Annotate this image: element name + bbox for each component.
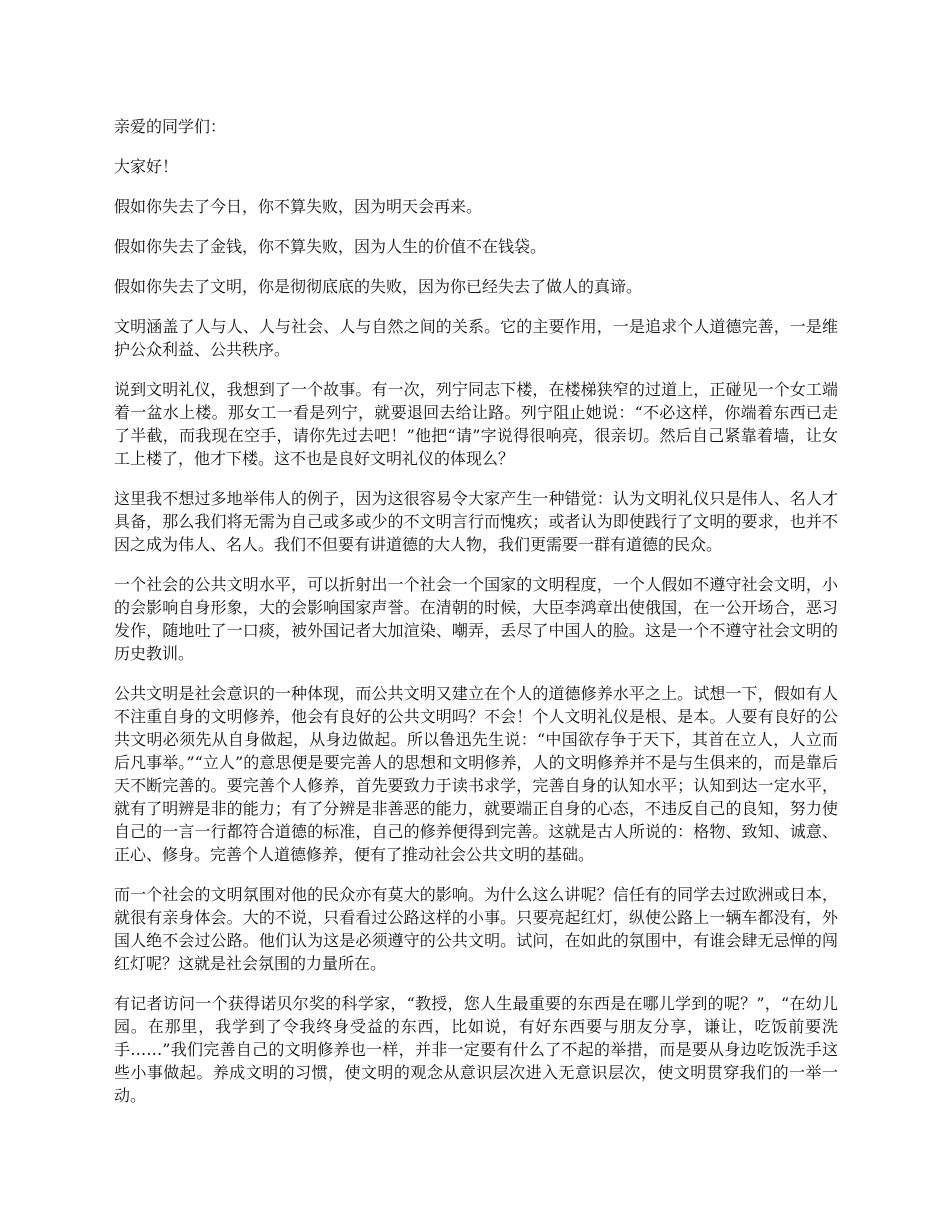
- paragraph: 公共文明是社会意识的一种体现，而公共文明又建立在个人的道德修养水平之上。试想一下，假如有人不注重自身的文明修养，他会有良好的公共文明吗？不会！个人文明礼仪是根、是本。人要有良好的公共文明必须先从自身做起，从身边做起。所以鲁迅先生说：“中国欲存争于天下，其首在立人，人立而后凡事举。”“立人”的意思便是要完善人的思想和文明修养，人的文明修养并不是与生俱来的，而是靠后天不断完善的。要完善个人修养，首先要致力于读书求学，完善自身的认知水平；认知到达一定水平，就有了明辨是非的能力；有了分辨是非善恶的能力，就要端正自身的心态，不违反自己的良知，努力使自己的一言一行都符合道德的标准，自己的修养便得到完善。这就是古人所说的：格物、致知、诚意、正心、修身。完善个人道德修养，便有了推动社会公共文明的基础。: [114, 684, 838, 864]
- paragraph: 说到文明礼仪，我想到了一个故事。有一次，列宁同志下楼，在楼梯狭窄的过道上，正碰见一个女工端着一盆水上楼。那女工一看是列宁，就要退回去给让路。列宁阻止她说：“不必这样，你端着东西已走了半截，而我现在空手，请你先过去吧！”他把“请”字说得很响亮，很亲切。然后自己紧靠着墙，让女工上楼了，他才下楼。这不也是良好文明礼仪的体现么？: [114, 380, 838, 468]
- paragraph: 假如你失去了文明，你是彻彻底底的失败，因为你已经失去了做人的真谛。: [114, 277, 643, 296]
- paragraph: 这里我不想过多地举伟人的例子，因为这很容易令大家产生一种错觉：认为文明礼仪只是伟人、名人才具备，那么我们将无需为自己或多或少的不文明言行而愧疚；或者认为即使践行了文明的要求，也并不因之成为伟人、名人。我们不但要有讲道德的大人物，我们更需要一群有道德的民众。: [114, 489, 838, 554]
- salutation: 亲爱的同学们：: [114, 117, 227, 136]
- paragraph: 而一个社会的文明氛围对他的民众亦有莫大的影响。为什么这么讲呢？信任有的同学去过欧洲或日本，就很有亲身体会。大的不说，只看看过公路这样的小事。只要亮起红灯，纵使公路上一辆车都没有，外国人绝不会过公路。他们认为这是必须遵守的公共文明。试问，在如此的氛围中，有谁会肆无忌惮的闯红灯呢？这就是社会氛围的力量所在。: [114, 885, 838, 973]
- paragraph: 有记者访问一个获得诺贝尔奖的科学家，“教授，您人生最重要的东西是在哪儿学到的呢？”，“在幼儿园。在那里，我学到了令我终身受益的东西，比如说，有好东西要与朋友分享，谦让，吃饭前要洗手……”我们完善自己的文明修养也一样，并非一定要有什么了不起的举措，而是要从身边吃饭洗手这些小事做起。养成文明的习惯，使文明的观念从意识层次进入无意识层次，使文明贯穿我们的一举一动。: [114, 994, 838, 1105]
- paragraph: 文明涵盖了人与人、人与社会、人与自然之间的关系。它的主要作用，一是追求个人道德完善，一是维护公众利益、公共秩序。: [114, 317, 838, 359]
- paragraph: 假如你失去了今日，你不算失败，因为明天会再来。: [114, 197, 483, 216]
- paragraph: 一个社会的公共文明水平，可以折射出一个社会一个国家的文明程度，一个人假如不遵守社会文明，小的会影响自身形象，大的会影响国家声誉。在清朝的时候，大臣李鸿章出使俄国，在一公开场合，恶习发作，随地吐了一口痰，被外国记者大加渲染、嘲弄，丢尽了中国人的脸。这是一个不遵守社会文明的历史教训。: [114, 575, 838, 663]
- paragraph: 假如你失去了金钱，你不算失败，因为人生的价值不在钱袋。: [114, 237, 547, 256]
- greeting: 大家好！: [114, 157, 179, 176]
